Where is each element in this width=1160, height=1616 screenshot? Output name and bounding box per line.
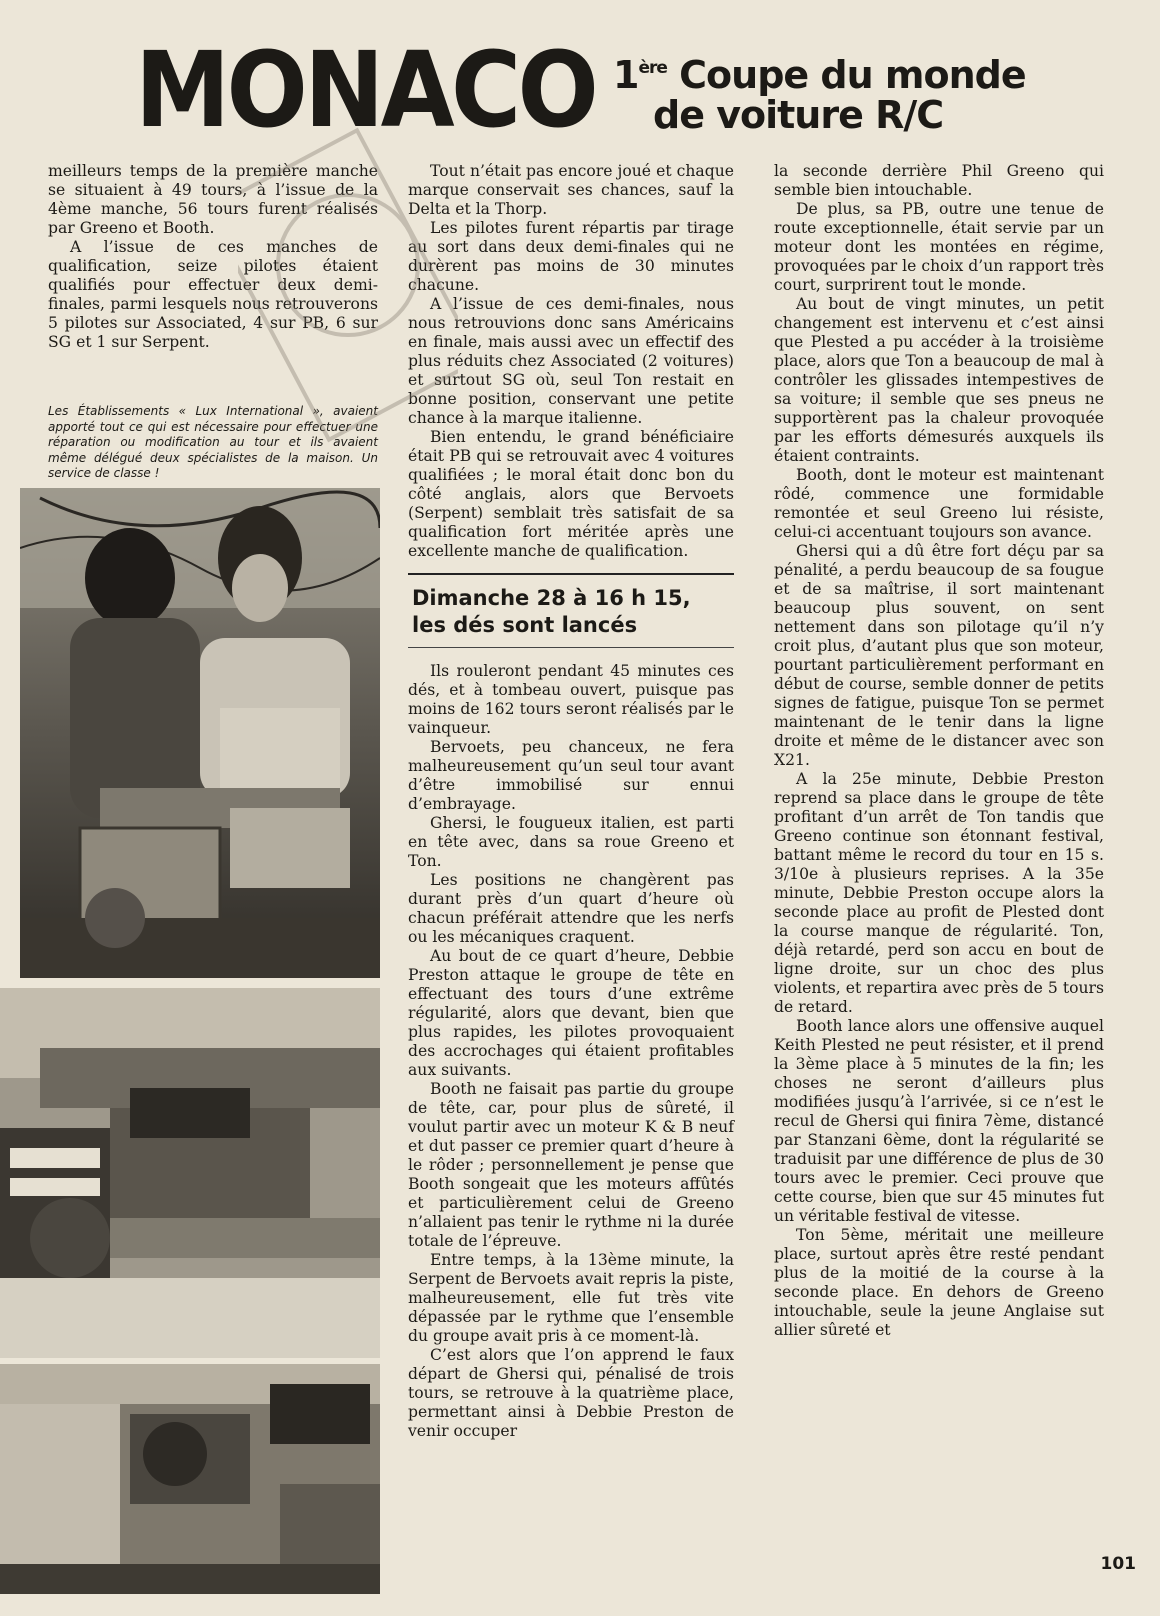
masthead — [135, 29, 1075, 158]
subtitle-line-1: Coupe du monde — [679, 53, 1026, 97]
paragraph: Ton 5ème, méritait une meilleure place, surtout après être resté pendant plus de la moitié de la course à la seconde place. En dehors de Greeno intouchable, seule la jeune Anglaise sut allier sûreté et — [774, 1226, 1104, 1339]
paragraph: la seconde derrière Phil Greeno qui semble bien intouchable. — [774, 162, 1104, 199]
paragraph: A l’issue de ces demi-finales, nous nous retrouvions donc sans Américains en finale, mais aussi avec un effectif des plus réduits chez Associated (2 voitures) et surtout SG où, seul Ton restait en bonne position, conservant une petite chance à la marque italienne. — [408, 295, 734, 427]
paragraph: Entre temps, à la 13ème minute, la Serpent de Bervoets avait repris la piste, malheureusement, elle fut très vite dépassée par le rythme que l’ensemble du groupe avait pris à ce moment-là. — [408, 1251, 734, 1345]
paragraph: C’est alors que l’on apprend le faux départ de Ghersi qui, pénalisé de trois tours, se retrouve à la quatrième place, permettant ainsi à Debbie Preston de venir occuper — [408, 1346, 734, 1440]
subheading-line-2: les dés sont lancés — [412, 613, 638, 637]
page-number: 101 — [1100, 1554, 1136, 1574]
paragraph: Au bout de vingt minutes, un petit changement est intervenu et c’est ainsi que Plested a pu accéder à la troisième place, alors que Ton a beaucoup de mal à contrôler les glissades intempestives de sa voiture; il semble que ses pneus ne supportèrent pas la chaleur provoquée par les efforts démesurés auxquels ils étaient contraints. — [774, 295, 1104, 465]
paragraph: Booth ne faisait pas partie du groupe de tête, car, pour plus de sûreté, il voulut partir avec un moteur K & B neuf et dut passer ce premier quart d’heure à le rôder ; personnellement je pense que Booth songeait que les moteurs affûtés et particulièrement celui de Greeno n’allaient pas tenir le rythme ni la durée totale de l’épreuve. — [408, 1080, 734, 1250]
masthead-subtitle — [613, 53, 1026, 137]
paragraph: Ils rouleront pendant 45 minutes ces dés, et à tombeau ouvert, puisque pas moins de 162 tours seront réalisés par le vainqueur. — [408, 662, 734, 737]
paragraph: Ghersi qui a dû être fort déçu par sa pénalité, a perdu beaucoup de sa fougue et de sa maîtrise, il sort maintenant beaucoup plus souvent, on sent nettement dans son pilotage qu’il n’y croit plus, d’autant plus que son moteur, pourtant particulièrement performant en début de course, semble donner de petits signes de fatigue, puisque Ton se permet maintenant de le tenir dans la ligne droite et même de le distancer avec son X21. — [774, 542, 1104, 769]
paragraph: Au bout de ce quart d’heure, Debbie Preston attaque le groupe de tête en effectuant des tours d’une extrême régularité, alors que devant, bien que plus rapides, les pilotes provoquaient des accrochages qui étaient profitables aux suivants. — [408, 947, 734, 1079]
column-1 — [48, 162, 378, 352]
paragraph: Les positions ne changèrent pas durant près d’un quart d’heure où chacun préférait attendre que les nerfs ou les mécaniques craquent. — [408, 871, 734, 946]
paragraph: Bervoets, peu chanceux, ne fera malheureusement qu’un seul tour avant d’être immobilisé sur ennui d’embrayage. — [408, 738, 734, 813]
paragraph: A l’issue de ces manches de qualification, seize pilotes étaient qualifiés pour effectuer deux demi-finales, parmi lesquels nous retrouverons 5 pilotes sur Associated, 4 sur PB, 6 sur SG et 1 sur Serpent. — [48, 238, 378, 351]
subheading-line-1: Dimanche 28 à 16 h 15, — [412, 586, 691, 610]
subtitle-ordinal-suffix: ère — [638, 58, 667, 78]
column-3 — [774, 162, 1104, 1340]
paragraph: Les pilotes furent répartis par tirage au sort dans deux demi-finales qui ne durèrent pas moins de 30 minutes chacune. — [408, 219, 734, 294]
masthead-title: MONACO — [135, 29, 596, 151]
paragraph: Booth, dont le moteur est maintenant rôdé, commence une formidable remontée et seul Greeno lui résiste, celui-ci accentuant toujours son avance. — [774, 466, 1104, 541]
paragraph: Ghersi, le fougueux italien, est parti en tête avec, dans sa roue Greeno et Ton. — [408, 814, 734, 870]
section-subheading — [408, 573, 734, 648]
subtitle-ordinal: 1 — [613, 53, 639, 97]
paragraph: Tout n’était pas encore joué et chaque marque conservait ses chances, sauf la Delta et la Thorp. — [408, 162, 734, 218]
paragraph: Bien entendu, le grand bénéficiaire était PB qui se retrouvait avec 4 voitures qualifiées ; le moral était donc bon du côté anglais, alors que Bervoets (Serpent) semblait très satisfait de sa qualification fort méritée après une excellente manche de qualification. — [408, 428, 734, 560]
photo-lathe-machine — [0, 988, 380, 1358]
photo-mechanics-at-workbench — [20, 488, 380, 978]
paragraph: De plus, sa PB, outre une tenue de route exceptionnelle, était servie par un moteur dont les montées en régime, provoquées par le choix d’un rapport très court, surprirent tout le monde. — [774, 200, 1104, 294]
paragraph: meilleurs temps de la première manche se situaient à 49 tours, à l’issue de la 4ème manche, 56 tours furent réalisés par Greeno et Booth. — [48, 162, 378, 237]
photo-caption: Les Établissements « Lux International », avaient apporté tout ce qui est nécessaire pour effectuer une réparation ou modification au tour et ils avaient même délégué deux spécialistes de la maison. Un service de classe ! — [48, 404, 378, 480]
paragraph: A la 25e minute, Debbie Preston reprend sa place dans le groupe de tête profitant d’un arrêt de Ton tandis que Greeno continue son étonnant festival, battant même le record du tour en 15 s. 3/10e à plusieurs reprises. A la 35e minute, Debbie Preston occupe alors la seconde place au profit de Plested dont la course manque de régularité. Ton, déjà retardé, perd son accu en bout de ligne droite, sur un choc des plus violents, et repartira avec près de 5 tours de retard. — [774, 770, 1104, 1016]
column-2 — [408, 162, 734, 1441]
paragraph: Booth lance alors une offensive auquel Keith Plested ne peut résister, et il prend la 3ème place à 5 minutes de la fin; les choses ne seront d’ailleurs plus modifiées jusqu’à l’arrivée, si ce n’est le recul de Ghersi qui finira 7ème, distancé par Stanzani 6ème, dont la régularité se traduisit par une différence de plus de 30 tours avec le premier. Ceci prouve que cette course, bien que sur 45 minutes fut un véritable festival de vitesse. — [774, 1017, 1104, 1225]
photo-lathe-detail — [0, 1364, 380, 1594]
subtitle-line-2: de voiture R/C — [653, 92, 944, 137]
